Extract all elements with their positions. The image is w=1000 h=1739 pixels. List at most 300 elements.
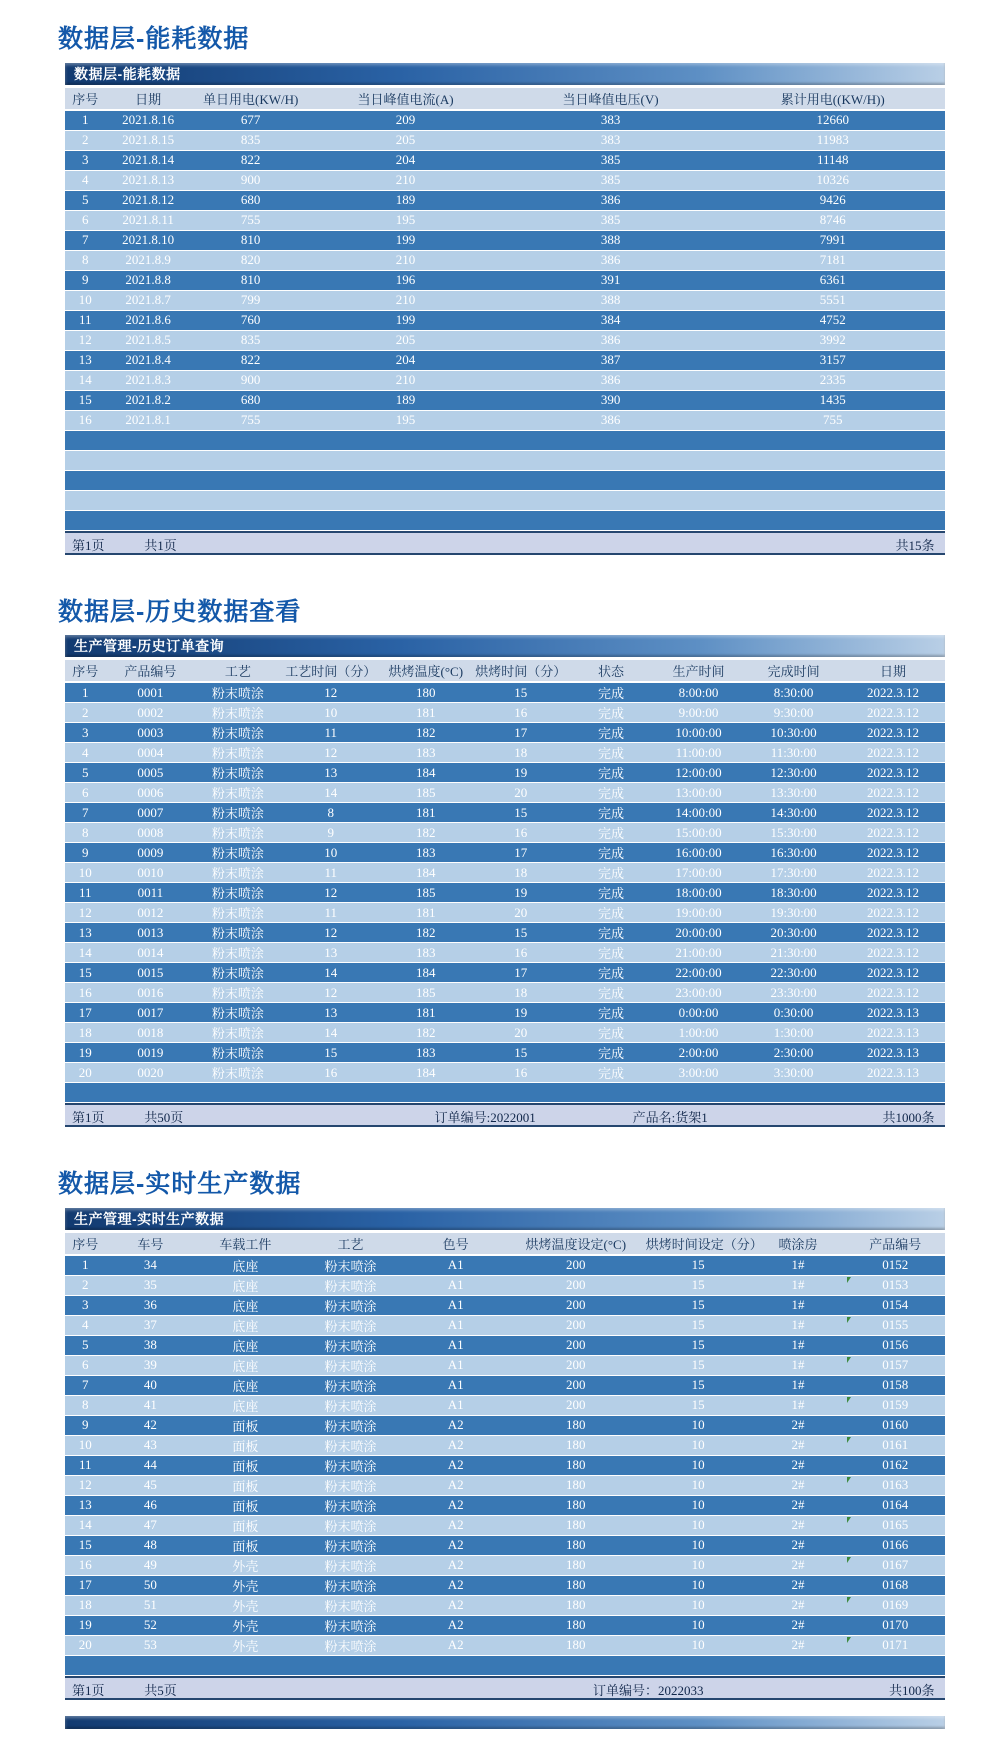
cell: 面板 — [232, 1518, 259, 1534]
table-row[interactable] — [65, 171, 945, 190]
cell: 0002 — [137, 704, 164, 720]
cell: 0155 — [846, 1317, 945, 1333]
cell: 3:00:00 — [678, 1064, 719, 1080]
cell: 755 — [823, 412, 843, 427]
cell: 完成 — [597, 986, 624, 1001]
table-row[interactable] — [65, 863, 945, 882]
table-row[interactable] — [65, 1376, 945, 1395]
cell: 15 — [691, 1377, 705, 1392]
table-row[interactable] — [65, 903, 945, 922]
cell: 10 — [691, 1577, 705, 1592]
column-header: 车号 — [137, 1236, 164, 1252]
cell: 19:00:00 — [675, 904, 722, 920]
column-header: 单日用电(KW/H) — [203, 91, 299, 107]
cell: 180 — [566, 1477, 586, 1492]
cell: 10 — [691, 1537, 705, 1552]
table-row[interactable] — [65, 1436, 945, 1455]
cell: 9 — [81, 1417, 89, 1432]
cell: 2022.3.12 — [867, 964, 919, 980]
cell: 2022.3.12 — [867, 784, 919, 800]
cell: 2022.3.12 — [867, 804, 919, 820]
table-row[interactable] — [65, 371, 945, 390]
cell: 23:30:00 — [770, 984, 817, 1000]
cell: 0005 — [137, 764, 164, 780]
table-row[interactable] — [65, 271, 945, 290]
table-row[interactable] — [65, 211, 945, 230]
cell: 900 — [240, 172, 261, 187]
table-row[interactable] — [65, 703, 945, 722]
table-row[interactable] — [65, 1356, 945, 1375]
cell: 10 — [691, 1437, 705, 1452]
cell: 6 — [81, 1357, 89, 1372]
table-row[interactable] — [65, 923, 945, 942]
cell: A2 — [447, 1497, 464, 1512]
cell: 粉末喷涂 — [211, 846, 264, 861]
cell: A1 — [447, 1337, 464, 1352]
cell: 0170 — [882, 1617, 909, 1632]
table-row[interactable] — [65, 1256, 945, 1275]
cell: 2# — [791, 1537, 805, 1552]
cell: 390 — [600, 392, 621, 407]
green-flag-icon — [847, 1317, 851, 1323]
table-row[interactable] — [65, 943, 945, 962]
cell: A1 — [447, 1357, 464, 1372]
table-row[interactable] — [65, 391, 945, 410]
cell: 38 — [143, 1337, 157, 1352]
cell: 15 — [514, 684, 528, 700]
cell: 2021.8.5 — [125, 332, 171, 347]
cell: 2# — [791, 1457, 805, 1472]
cell: 15 — [691, 1277, 705, 1292]
cell: 面板 — [232, 1458, 259, 1474]
table-row[interactable] — [65, 843, 945, 862]
cell: 15:00:00 — [675, 824, 722, 840]
table-row[interactable] — [65, 1536, 945, 1555]
cell: 2022.3.12 — [867, 944, 919, 960]
cell: 底座 — [232, 1378, 259, 1394]
empty-row — [65, 431, 945, 450]
table-row[interactable] — [65, 151, 945, 170]
section-realtime-data — [58, 1170, 945, 1729]
cell: 15 — [78, 392, 92, 407]
cell: 3 — [81, 1297, 89, 1312]
table-row[interactable] — [65, 231, 945, 250]
cell: 50 — [143, 1577, 157, 1592]
cell: 2021.8.12 — [122, 192, 175, 207]
cell: 0164 — [882, 1497, 909, 1512]
table-row[interactable] — [65, 1063, 945, 1082]
cell: 51 — [143, 1597, 157, 1612]
cell: 49 — [143, 1557, 157, 1572]
cell: 9426 — [819, 192, 846, 207]
cell: 2021.8.13 — [122, 172, 175, 187]
cell: A1 — [447, 1317, 464, 1332]
cell: 0163 — [846, 1477, 945, 1493]
cell: 粉末喷涂 — [324, 1258, 377, 1274]
cell: 2021.8.6 — [125, 312, 171, 327]
cell: 10 — [691, 1617, 705, 1632]
cell: 12 — [324, 884, 338, 900]
cell: 900 — [240, 372, 261, 387]
cell: 2# — [791, 1637, 805, 1652]
cell: 195 — [395, 412, 416, 427]
cell: A2 — [447, 1637, 464, 1652]
cell: 1# — [791, 1317, 805, 1332]
table-row[interactable] — [65, 1596, 945, 1615]
column-header: 工艺 — [224, 664, 251, 679]
cell: 184 — [416, 1064, 436, 1080]
empty-row — [65, 1656, 945, 1675]
column-header: 烘烤时间（分） — [475, 664, 567, 679]
cell: 完成 — [597, 726, 624, 741]
cell: 12:30:00 — [770, 764, 817, 780]
cell: 13 — [78, 924, 92, 940]
cell: 13 — [324, 764, 338, 780]
cell: 完成 — [597, 1046, 624, 1061]
table-row[interactable] — [65, 1576, 945, 1595]
cell: 1# — [791, 1277, 805, 1292]
cell: 粉末喷涂 — [211, 726, 264, 741]
cell: 1 — [81, 684, 89, 700]
cell: 185 — [416, 884, 436, 900]
cell: 15 — [691, 1397, 705, 1412]
cell: 10 — [691, 1557, 705, 1572]
cell: 19:30:00 — [770, 904, 817, 920]
cell: 14 — [324, 1024, 338, 1040]
table-row[interactable] — [65, 111, 945, 130]
column-header: 车载工件 — [219, 1236, 272, 1252]
cell: 15 — [514, 804, 528, 820]
cell: 680 — [240, 192, 261, 207]
cell: 底座 — [232, 1298, 259, 1314]
cell: 209 — [395, 112, 416, 127]
cell: 10 — [691, 1497, 705, 1512]
cell: 386 — [600, 332, 621, 347]
cell: 210 — [395, 292, 416, 307]
cell: 2022.3.12 — [867, 984, 919, 1000]
cell: 10 — [324, 844, 338, 860]
cell: 粉末喷涂 — [324, 1578, 377, 1594]
column-header-row — [65, 88, 945, 109]
table-row[interactable] — [65, 1296, 945, 1315]
cell: 43 — [143, 1437, 157, 1452]
cell: 完成 — [597, 1066, 624, 1081]
cell: 0167 — [846, 1557, 945, 1573]
table-row[interactable] — [65, 411, 945, 430]
cell: 185 — [416, 784, 436, 800]
product-name: 产品名:货架1 — [632, 1110, 708, 1125]
cell: 183 — [416, 944, 436, 960]
cell: 粉末喷涂 — [211, 906, 264, 921]
cell: 180 — [566, 1617, 586, 1632]
cell: 粉末喷涂 — [211, 1006, 264, 1021]
cell: 粉末喷涂 — [324, 1598, 377, 1614]
cell: 180 — [566, 1577, 586, 1592]
cell: 0007 — [137, 804, 164, 820]
cell: 11 — [78, 312, 92, 327]
table-row[interactable] — [65, 823, 945, 842]
table-row[interactable] — [65, 763, 945, 782]
cell: 20 — [78, 1064, 92, 1080]
cell: 0159 — [846, 1397, 945, 1413]
cell: 粉末喷涂 — [211, 786, 264, 801]
column-header: 烘烤温度设定(°C) — [525, 1236, 627, 1252]
cell: 10:00:00 — [675, 724, 722, 740]
cell: 10 — [78, 864, 92, 880]
cell: 388 — [600, 232, 621, 247]
cell: 13 — [78, 352, 92, 367]
cell: 18 — [78, 1597, 92, 1612]
cell: 2021.8.14 — [122, 152, 175, 167]
cell: A1 — [447, 1397, 464, 1412]
column-header: 当日峰值电流(A) — [357, 91, 454, 107]
cell: 10 — [78, 292, 92, 307]
cell: 完成 — [597, 686, 624, 701]
cell: 2022.3.12 — [867, 684, 919, 700]
cell: 199 — [395, 232, 416, 247]
cell: 204 — [395, 352, 416, 367]
column-header: 当日峰值电压(V) — [562, 91, 659, 107]
table-row[interactable] — [65, 783, 945, 802]
cell: 10326 — [816, 172, 850, 187]
total-records: 共1000条 — [882, 1110, 935, 1125]
column-header: 生产时间 — [672, 664, 725, 679]
cell: 387 — [600, 352, 621, 367]
cell: 677 — [240, 112, 261, 127]
cell: 外壳 — [232, 1598, 259, 1614]
cell: 0009 — [137, 844, 164, 860]
cell: 0158 — [882, 1377, 909, 1392]
table-row[interactable] — [65, 1636, 945, 1655]
cell: 22:00:00 — [675, 964, 722, 980]
cell: 2021.8.10 — [122, 232, 175, 247]
cell: 2022.3.12 — [867, 724, 919, 740]
cell: 385 — [600, 152, 621, 167]
cell: 10 — [691, 1457, 705, 1472]
table-row[interactable] — [65, 1023, 945, 1042]
cell: 完成 — [597, 926, 624, 941]
cell: 6361 — [819, 272, 846, 287]
cell: 0161 — [846, 1437, 945, 1453]
cell: 760 — [240, 312, 261, 327]
table-row[interactable] — [65, 963, 945, 982]
cell: 8 — [81, 252, 89, 267]
cell: 386 — [600, 252, 621, 267]
cell: 0015 — [137, 964, 164, 980]
cell: 53 — [143, 1637, 157, 1652]
cell: 0160 — [882, 1417, 909, 1432]
table-row[interactable] — [65, 191, 945, 210]
cell: 9:30:00 — [773, 704, 814, 720]
column-header: 序号 — [72, 1236, 99, 1252]
cell: 16:30:00 — [770, 844, 817, 860]
cell: 1 — [81, 1257, 89, 1272]
table-row[interactable] — [65, 1616, 945, 1635]
cell: 52 — [143, 1617, 157, 1632]
cell: 5 — [81, 1337, 89, 1352]
column-header: 完成时间 — [767, 664, 820, 679]
cell: 20:30:00 — [770, 924, 817, 940]
table-row[interactable] — [65, 1316, 945, 1335]
table-row[interactable] — [65, 1476, 945, 1495]
table-row[interactable] — [65, 1456, 945, 1475]
page-title: 数据层-能耗数据 — [58, 25, 250, 53]
table-row[interactable] — [65, 1336, 945, 1355]
table-row[interactable] — [65, 1276, 945, 1295]
cell: 180 — [416, 684, 436, 700]
table-row[interactable] — [65, 1043, 945, 1062]
table-row[interactable] — [65, 723, 945, 742]
cell: 1# — [791, 1357, 805, 1372]
table-row[interactable] — [65, 131, 945, 150]
table-row[interactable] — [65, 331, 945, 350]
cell: 0171 — [846, 1637, 945, 1653]
cell: 181 — [416, 704, 436, 720]
cell: A2 — [447, 1457, 464, 1472]
cell: 17 — [78, 1577, 92, 1592]
cell: 180 — [566, 1537, 586, 1552]
green-flag-icon — [847, 1397, 851, 1403]
table-row[interactable] — [65, 1496, 945, 1515]
section-history-data — [58, 597, 945, 1128]
cell: 23:00:00 — [675, 984, 722, 1000]
cell: 2022.3.12 — [867, 744, 919, 760]
cell: A1 — [447, 1377, 464, 1392]
cell: 粉末喷涂 — [211, 806, 264, 821]
cell: 面板 — [232, 1498, 259, 1514]
cell: 10 — [691, 1637, 705, 1652]
cell: 完成 — [597, 786, 624, 801]
total-pages: 共1页 — [144, 537, 177, 553]
table-row[interactable] — [65, 1003, 945, 1022]
cell: 粉末喷涂 — [211, 826, 264, 841]
cell: 粉末喷涂 — [211, 886, 264, 901]
cell: A2 — [447, 1597, 464, 1612]
cell: 2022.3.12 — [867, 884, 919, 900]
cell: 外壳 — [232, 1638, 259, 1654]
cell: 12 — [324, 984, 338, 1000]
cell: 2021.8.15 — [122, 132, 175, 147]
cell: 7181 — [819, 252, 846, 267]
cell: 183 — [416, 844, 436, 860]
cell: 180 — [566, 1517, 586, 1532]
cell: 2022.3.13 — [867, 1064, 919, 1080]
cell: 12 — [324, 924, 338, 940]
cell: 12 — [324, 744, 338, 760]
cell: 粉末喷涂 — [324, 1538, 377, 1554]
cell: 189 — [395, 192, 416, 207]
cell: 粉末喷涂 — [324, 1278, 377, 1294]
cell: 200 — [566, 1297, 586, 1312]
table-row[interactable] — [65, 883, 945, 902]
cell: 200 — [566, 1337, 586, 1352]
column-header-row — [65, 1233, 945, 1254]
cell: 48 — [143, 1537, 157, 1552]
table-row[interactable] — [65, 743, 945, 762]
cell: 粉末喷涂 — [324, 1358, 377, 1374]
cell: 2022.3.13 — [867, 1044, 919, 1060]
cell: 17:00:00 — [675, 864, 722, 880]
table-row[interactable] — [65, 983, 945, 1002]
cell: 2# — [791, 1577, 805, 1592]
cell: 184 — [416, 964, 436, 980]
column-header: 状态 — [597, 664, 624, 679]
cell: 18:30:00 — [770, 884, 817, 900]
cell: 210 — [395, 172, 416, 187]
cell: A2 — [447, 1437, 464, 1452]
table-row[interactable] — [65, 1396, 945, 1415]
table-row[interactable] — [65, 311, 945, 330]
cell: 1# — [791, 1297, 805, 1312]
cell: 210 — [395, 372, 416, 387]
cell: 41 — [143, 1397, 157, 1412]
cell: 180 — [566, 1437, 586, 1452]
table-row[interactable] — [65, 251, 945, 270]
page-title: 数据层-历史数据查看 — [58, 597, 302, 626]
cell: 11 — [78, 884, 92, 900]
cell: 385 — [600, 172, 621, 187]
cell: 210 — [395, 252, 416, 267]
cell: 0020 — [137, 1064, 164, 1080]
table-row[interactable] — [65, 1416, 945, 1435]
cell: 9 — [81, 272, 89, 287]
table-title-bar: 生产管理-实时生产数据 — [65, 1208, 945, 1230]
cell: 17:30:00 — [770, 864, 817, 880]
cell: 14 — [78, 372, 92, 387]
total-pages: 共5页 — [144, 1682, 177, 1698]
cell: 0153 — [846, 1277, 945, 1293]
table-row[interactable] — [65, 291, 945, 310]
cell: 粉末喷涂 — [324, 1338, 377, 1354]
table-row[interactable] — [65, 1516, 945, 1535]
cell: 16 — [324, 1064, 338, 1080]
cell: 13 — [324, 1004, 338, 1020]
page-indicator: 第1页 — [72, 1110, 105, 1125]
cell: A1 — [447, 1277, 464, 1292]
cell: 182 — [416, 924, 436, 940]
cell: 面板 — [232, 1438, 259, 1454]
cell: 0154 — [882, 1297, 909, 1312]
cell: 2# — [791, 1597, 805, 1612]
cell: 15 — [324, 1044, 338, 1060]
cell: 粉末喷涂 — [324, 1378, 377, 1394]
cell: 680 — [240, 392, 261, 407]
cell: 19 — [514, 1004, 528, 1020]
cell: 0169 — [846, 1597, 945, 1613]
cell: 14 — [78, 944, 92, 960]
cell: 粉末喷涂 — [324, 1318, 377, 1334]
cell: 4752 — [819, 312, 846, 327]
cell: 5551 — [819, 292, 846, 307]
table-row[interactable] — [65, 351, 945, 370]
cell: 13 — [78, 1497, 92, 1512]
table-row[interactable] — [65, 683, 945, 702]
cell: 完成 — [597, 1026, 624, 1041]
cell: 0016 — [137, 984, 164, 1000]
cell: 184 — [416, 864, 436, 880]
cell: 205 — [395, 332, 416, 347]
cell: 189 — [395, 392, 416, 407]
total-records: 共100条 — [888, 1682, 935, 1698]
cell: 完成 — [597, 1006, 624, 1021]
cell: 835 — [240, 132, 261, 147]
cell: 0014 — [137, 944, 164, 960]
cell: 2022.3.12 — [867, 924, 919, 940]
table-row[interactable] — [65, 803, 945, 822]
table-row[interactable] — [65, 1556, 945, 1575]
cell: 0001 — [137, 684, 164, 700]
cell: 17 — [514, 964, 528, 980]
